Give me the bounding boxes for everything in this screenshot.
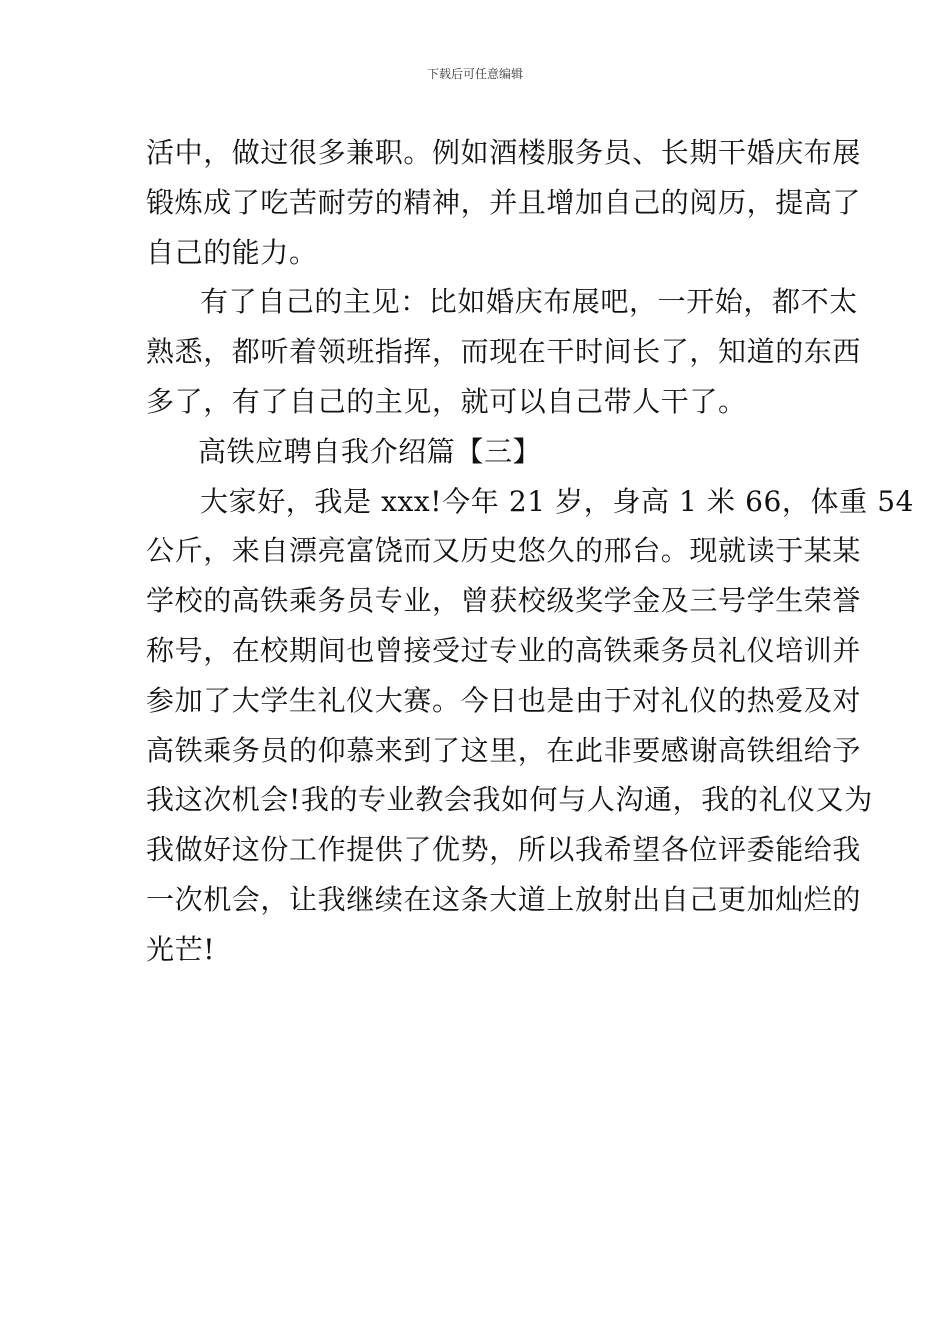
text-line: 一次机会，让我继续在这条大道上放射出自己更加灿烂的	[146, 882, 862, 916]
text-line: 公斤，来自漂亮富饶而又历史悠久的邢台。现就读于某某	[146, 534, 862, 568]
text-line: 多了，有了自己的主见，就可以自己带人干了。	[146, 384, 747, 418]
document-body	[146, 128, 915, 975]
text-line: 称号，在校期间也曾接受过专业的高铁乘务员礼仪培训并	[146, 633, 862, 667]
text-line: 活中，做过很多兼职。例如酒楼服务员、长期干婚庆布展	[146, 136, 862, 169]
text-line: 学校的高铁乘务员专业，曾获校级奖学金及三号学生荣誉	[146, 584, 862, 618]
text-line: 高铁乘务员的仰慕来到了这里，在此非要感谢高铁组给予	[146, 733, 862, 767]
text-line: 我这次机会!我的专业教会我如何与人沟通，我的礼仪又为	[146, 783, 873, 817]
text-line: 光芒!	[146, 932, 216, 966]
text-line: 自己的能力。	[146, 235, 318, 269]
text-line: 锻炼成了吃苦耐劳的精神，并且增加自己的阅历，提高了	[146, 185, 862, 219]
paragraph-start-line: 大家好，我是 xxx!今年 21 岁，身高 1 米 66，体重 54	[200, 484, 915, 518]
text-line: 参加了大学生礼仪大赛。今日也是由于对礼仪的热爱及对	[146, 683, 862, 717]
section-heading: 高铁应聘自我介绍篇【三】	[198, 434, 542, 468]
page-header: 下载后可任意编辑	[426, 67, 523, 81]
text-line: 我做好这份工作提供了优势，所以我希望各位评委能给我	[146, 833, 862, 867]
paragraph-start-line: 有了自己的主见：比如婚庆布展吧，一开始，都不太	[200, 285, 858, 319]
text-line: 熟悉，都听着领班指挥，而现在干时间长了，知道的东西	[146, 335, 862, 369]
